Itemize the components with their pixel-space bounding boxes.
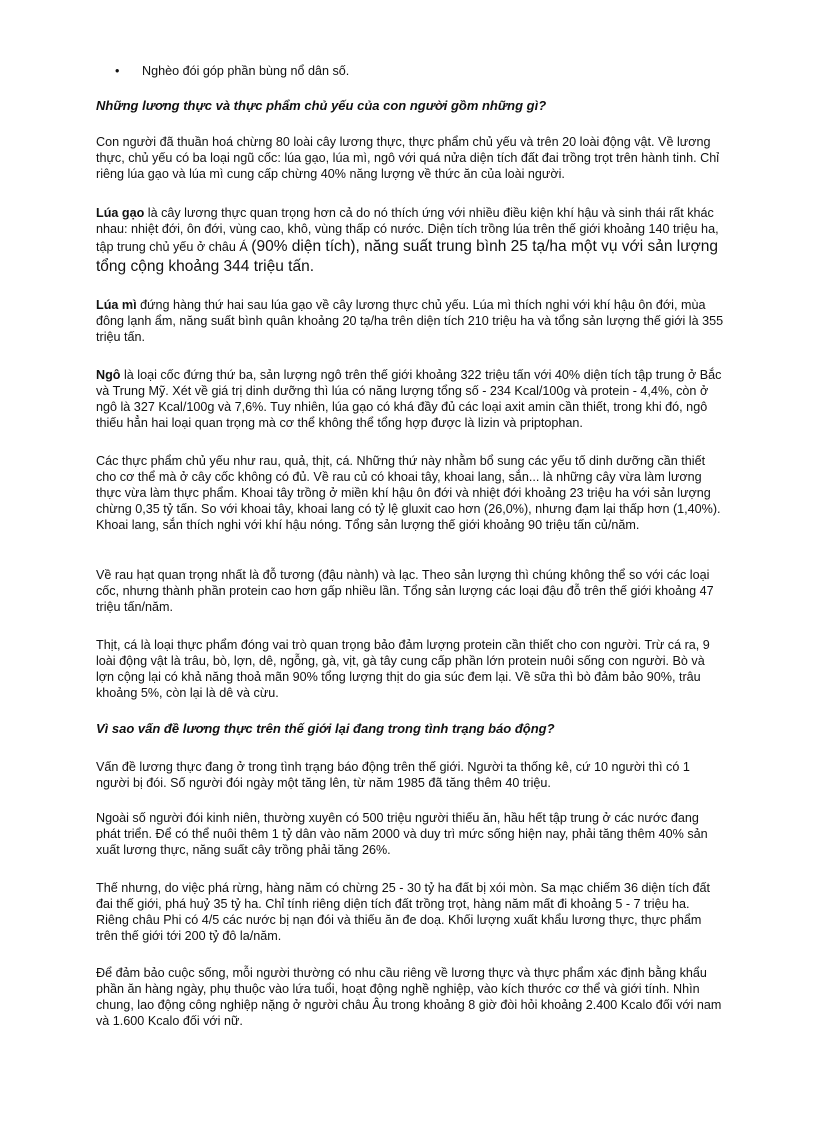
paragraph-rice-large-text: (90% diện tích), năng suất trung bình 25 tạ/ha một vụ với sản lượng tổng cộng khoảng 344 triệu tấn. xyxy=(96,238,718,275)
paragraph-rice-text: là cây lương thực quan trọng hơn cả do nó thích ứng với nhiều điều kiện khí hậu và sinh thái rất khác nhau: nhiệt đới, ôn đới, vùng cao, khô, vùng thấp có nước. Diện tích trồng lúa trên thế giới khoảng 140 triệu ha, tập trung chủ yếu ở châu Á xyxy=(96,206,719,254)
paragraph-nutrition-needs: Để đảm bảo cuộc sống, mỗi người thường có nhu cầu riêng về lương thực và thực phẩm xác định bằng khẩu phần ăn hàng ngày, phụ thuộc vào lứa tuổi, hoạt động nghề nghiệp, vào kích thước cơ thể và giới tính. Nhìn chung, lao động công nghiệp nặng ở người châu Âu trong khoảng 8 giờ đòi hỏi khoảng 2.400 Kcalo đối với nam và 1.600 Kcalo đối với nữ. xyxy=(96,966,722,1028)
term-rice: Lúa gạo xyxy=(96,206,145,220)
bullet-icon: • xyxy=(115,64,120,78)
paragraph-food-alarm: Vấn đề lương thực đang ở trong tình trạng báo động trên thế giới. Người ta thống kê, cứ 10 người thì có 1 người bị đói. Số người đói ngày một tăng lên, từ năm 1985 đã tăng thêm 40 triệu. xyxy=(96,760,690,790)
term-corn: Ngô xyxy=(96,368,121,382)
paragraph-vegetables-tubers: Các thực phẩm chủ yếu như rau, quả, thịt, cá. Những thứ này nhằm bổ sung các yếu tố dinh dưỡng cần thiết cho cơ thể mà ở cây cốc không có đủ. Về rau củ có khoai tây, khoai lang, sắn... là những cây vừa làm lương thực vừa làm thực phẩm. Khoai tây trồng ở miền khí hậu ôn đới và nhiệt đới khoảng 23 triệu ha với sản lượng chừng 0,35 tỷ tấn. So với khoai tây, khoai lang có tỷ lệ gluxit cao hơn (26,0%), nhưng đạm lại thấp hơn (1,40%). Khoai lang, sắn thích nghi với khí hậu nóng. Tổng sản lượng thế giới khoảng 90 triệu tấn củ/năm. xyxy=(96,454,721,532)
section-heading-food-alarm: Vì sao vấn đề lương thực trên thế giới lại đang trong tình trạng báo động? xyxy=(96,721,555,736)
bullet-item: Nghèo đói góp phần bùng nổ dân số. xyxy=(142,64,350,78)
paragraph-legumes: Về rau hạt quan trọng nhất là đỗ tương (đậu nành) và lạc. Theo sản lượng thì chúng không thể so với các loại cốc, nhưng thành phần protein cao hơn gấp nhiều lần. Tổng sản lượng các loại đậu đỗ trên thế giới khoảng 47 triệu tấn/năm. xyxy=(96,568,714,614)
paragraph-domestication: Con người đã thuần hoá chừng 80 loài cây lương thực, thực phẩm chủ yếu và trên 20 loài động vật. Về lương thực, chủ yếu có ba loại ngũ cốc: lúa gạo, lúa mì, ngô với quá nửa diện tích đất đai trồng trọt trên hành tinh. Chỉ riêng lúa gạo và lúa mì cung cấp chừng 40% năng lượng về thức ăn của loài người. xyxy=(96,135,720,181)
paragraph-rice xyxy=(96,205,724,277)
section-heading-staple-foods: Những lương thực và thực phẩm chủ yếu của con người gồm những gì? xyxy=(96,98,547,113)
paragraph-corn-text: là loại cốc đứng thứ ba, sản lượng ngô trên thế giới khoảng 322 triệu tấn với 40% diện tích tập trung ở Bắc và Trung Mỹ. Xét về giá trị dinh dưỡng thì lúa có năng lượng tổng số - 234 Kcal/100g và protein - 4,4%, còn ở ngô là 327 Kcal/100g và 7,6%. Tuy nhiên, lúa gạo có khá đầy đủ các loại axit amin cần thiết, trong khi đó, ngô thiếu hẳn hai loại quan trọng mà cơ thể không thể tổng hợp được là lizin và priptophan. xyxy=(96,368,722,430)
paragraph-meat-fish: Thịt, cá là loại thực phẩm đóng vai trò quan trọng bảo đảm lượng protein cần thiết cho con người. Trừ cá ra, 9 loài động vật là trâu, bò, lợn, dê, ngỗng, gà, vịt, gà tây cung cấp phần lớn protein nuôi sống con người. Bò và lợn cộng lại có khả năng thoả mãn 90% tổng lượng thịt do gia súc đem lại. Về sữa thì bò đảm bảo 90%, trâu khoảng 5%, còn lại là dê và cừu. xyxy=(96,638,710,700)
paragraph-wheat-text: đứng hàng thứ hai sau lúa gạo về cây lương thực chủ yếu. Lúa mì thích nghi với khí hậu ôn đới, mùa đông lạnh ẩm, năng suất bình quân khoảng 20 tạ/ha trên diện tích 210 triệu ha và tổng sản lượng thế giới là 355 triệu tấn. xyxy=(96,298,724,344)
paragraph-corn xyxy=(96,367,724,431)
paragraph-wheat xyxy=(96,297,724,345)
paragraph-hunger: Ngoài số người đói kinh niên, thường xuyên có 500 triệu người thiếu ăn, hầu hết tập trung ở các nước đang phát triển. Để có thể nuôi thêm 1 tỷ dân vào năm 2000 và duy trì mức sống hiện nay, phải tăng thêm 40% sản xuất lương thực, năng suất cây trồng phải tăng 26%. xyxy=(96,811,708,857)
paragraph-erosion: Thế nhưng, do việc phá rừng, hàng năm có chừng 25 - 30 tỷ ha đất bị xói mòn. Sa mạc chiếm 36 diện tích đất đai thế giới, phá huỷ 35 tỷ ha. Chỉ tính riêng diện tích đất trồng trọt, hàng năm mất đi khoảng 5 - 7 triệu ha. Riêng châu Phi có 4/5 các nước bị nạn đói và thiếu ăn đe doạ. Khối lượng xuất khẩu lương thực, thực phẩm trên thế giới tới 200 tỷ đô la/năm. xyxy=(96,881,711,943)
term-wheat: Lúa mì xyxy=(96,298,137,312)
